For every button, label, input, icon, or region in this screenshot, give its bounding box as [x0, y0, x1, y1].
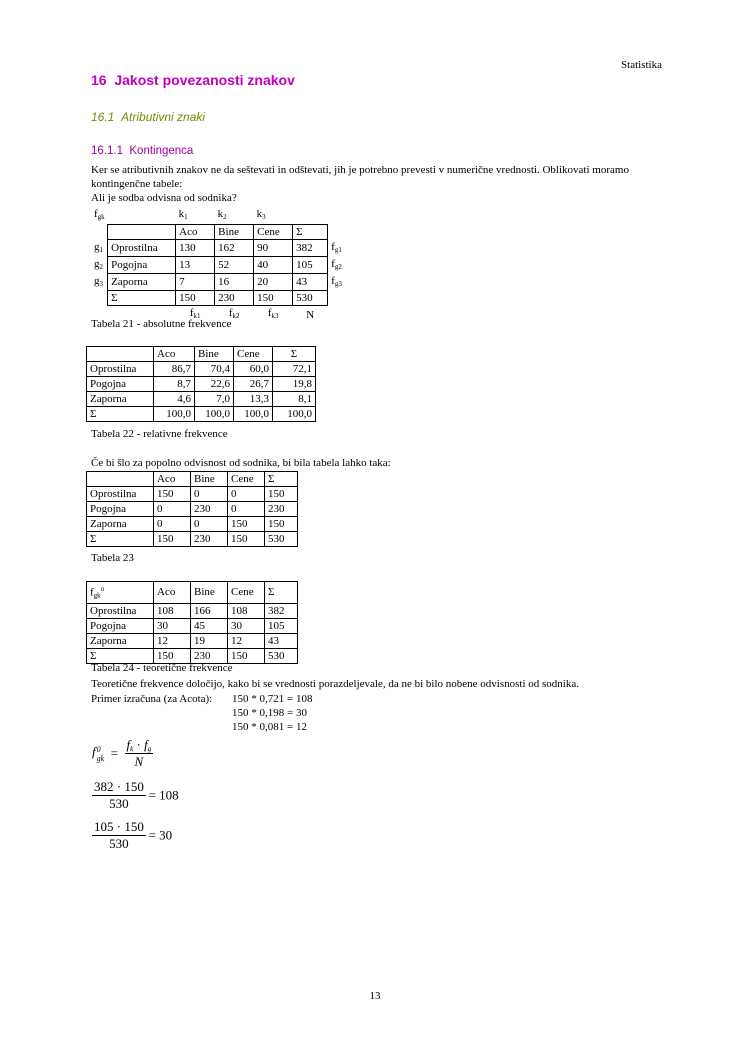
row-total-mark: $f_{g1}$ [331, 240, 342, 254]
table-row [91, 240, 345, 257]
row-label: Pogojna [87, 502, 154, 517]
row-label: Pogojna [87, 377, 154, 392]
cell: 40 [254, 257, 293, 274]
table22-header: Aco [154, 347, 195, 362]
cell: 52 [215, 257, 254, 274]
table-row [87, 407, 316, 422]
cell: 30 [154, 618, 191, 633]
cell: 0 [154, 502, 191, 517]
running-header: Statistika [621, 59, 662, 71]
table22-block [86, 346, 316, 422]
cell: 12 [228, 633, 265, 648]
table23-block [86, 471, 298, 547]
col-total-mark: $f_{k3}$ [267, 307, 279, 320]
cell: 12 [154, 633, 191, 648]
section-title: Jakost povezanosti znakov [114, 72, 295, 88]
cell: 22,6 [195, 377, 234, 392]
row-label: Σ [87, 648, 154, 663]
cell: 230 [265, 502, 298, 517]
cell: 105 [293, 257, 328, 274]
formula-denominator: 530 [109, 836, 129, 851]
formula-example-1 [92, 779, 179, 812]
calc-line: 150 * 0,198 = 30 [232, 707, 307, 719]
table21-header: Σ [293, 225, 328, 240]
example-label: Primer izračuna (za Acota): [91, 693, 213, 705]
cell: 382 [265, 603, 298, 618]
cell: 72,1 [273, 362, 316, 377]
row-label: Zaporna [87, 633, 154, 648]
row-mark: $g_1$ [94, 240, 103, 254]
cell: 100,0 [273, 407, 316, 422]
cell: 105 [265, 618, 298, 633]
cell: 8,7 [154, 377, 195, 392]
formula-denominator: 530 [109, 796, 129, 811]
table24-header: Bine [191, 582, 228, 604]
table22-header: Cene [234, 347, 273, 362]
row-label: Oprostilna [108, 240, 176, 257]
cell: 230 [191, 648, 228, 663]
grand-total-mark: N [306, 308, 315, 321]
row-label: Oprostilna [87, 603, 154, 618]
theory-text: Teoretične frekvence določijo, kako bi se vrednosti porazdeljevale, da ne bi bilo nobene odvisnosti od sodnika. [91, 678, 579, 690]
table24-header: Aco [154, 582, 191, 604]
table22-header-row [87, 347, 316, 362]
subsubsection-heading [91, 145, 193, 157]
table23-header-row [87, 472, 298, 487]
formula-example-2 [92, 819, 172, 852]
table22-header: Σ [273, 347, 316, 362]
table24-caption: Tabela 24 - teoretične frekvence [91, 662, 233, 674]
cell: 108 [154, 603, 191, 618]
table23-header: Bine [191, 472, 228, 487]
cell: 0 [191, 517, 228, 532]
cell: 150 [228, 532, 265, 547]
row-label: Zaporna [87, 392, 154, 407]
calc-line: 150 * 0,081 = 12 [232, 721, 307, 733]
formula-fraction [125, 737, 154, 770]
formula-result: = 108 [148, 787, 179, 803]
row-label: Pogojna [87, 618, 154, 633]
cell: 70,4 [195, 362, 234, 377]
subsection-number: 16.1 [91, 110, 115, 124]
cell: 100,0 [154, 407, 195, 422]
table21-header: Aco [176, 225, 215, 240]
cell: 7 [176, 274, 215, 291]
table-row [87, 362, 316, 377]
table-row [87, 487, 298, 502]
cell: 0 [191, 487, 228, 502]
cell: 530 [293, 291, 328, 306]
cell: 150 [254, 291, 293, 306]
table-row [87, 502, 298, 517]
table24-block [86, 581, 298, 664]
row-label: Oprostilna [87, 487, 154, 502]
table-row [87, 532, 298, 547]
table21-caption: Tabela 21 - absolutne frekvence [91, 318, 232, 330]
formula-denominator: N [134, 754, 144, 769]
intro-question: Ali je sodba odvisna od sodnika? [91, 192, 237, 204]
cell: 30 [228, 618, 265, 633]
cell: 100,0 [195, 407, 234, 422]
cell: 60,0 [234, 362, 273, 377]
cell: 7,0 [195, 392, 234, 407]
cell: 90 [254, 240, 293, 257]
cell: 20 [254, 274, 293, 291]
table23-header: Aco [154, 472, 191, 487]
table21-header: Cene [254, 225, 293, 240]
cell: 86,7 [154, 362, 195, 377]
cell: 150 [228, 517, 265, 532]
subsubsection-title: Kontingenca [129, 145, 194, 157]
cell: 162 [215, 240, 254, 257]
cell: 530 [265, 648, 298, 663]
cell: 19 [191, 633, 228, 648]
row-label: Pogojna [108, 257, 176, 274]
formula-numerator: 105 · 150 [94, 819, 144, 834]
col-total-mark: $f_{k2}$ [228, 307, 240, 320]
row-mark: $g_3$ [94, 274, 103, 288]
table23-header: Σ [265, 472, 298, 487]
cell: 16 [215, 274, 254, 291]
formula-general: f 0 gk = $\frac{f_k \cdot f_g}{N}$ [92, 737, 152, 769]
cell: 43 [265, 633, 298, 648]
table21-col-mark: $k_1$ [178, 208, 188, 221]
table-row [87, 603, 298, 618]
table22-caption: Tabela 22 - relativne frekvence [91, 428, 228, 440]
cell: 230 [215, 291, 254, 306]
dependency-text: Če bi šlo za popolno odvisnost od sodnika, bi bila tabela lahko taka: [91, 457, 391, 469]
section-heading [91, 72, 295, 88]
table21-corner: $f_{gk}$ [94, 208, 105, 222]
cell: 130 [176, 240, 215, 257]
cell: 150 [154, 648, 191, 663]
cell: 108 [228, 603, 265, 618]
table-row [87, 517, 298, 532]
formula-numerator: 382 · 150 [94, 779, 144, 794]
cell: 19,8 [273, 377, 316, 392]
row-label: Zaporna [87, 517, 154, 532]
cell: 150 [228, 648, 265, 663]
cell: 150 [265, 487, 298, 502]
table21-header: Bine [215, 225, 254, 240]
row-total-mark: $f_{g2}$ [331, 257, 342, 271]
cell: 530 [265, 532, 298, 547]
cell: 150 [154, 487, 191, 502]
intro-text: Ker se atributivnih znakov ne da seštevati in odštevati, jih je potrebno prevesti v numerične vrednosti. Oblikovati moramo kontingenčne tabele: [91, 164, 629, 190]
cell: 230 [191, 532, 228, 547]
cell: 8,1 [273, 392, 316, 407]
subsubsection-number: 16.1.1 [91, 145, 123, 157]
calc-line: 150 * 0,721 = 108 [232, 693, 313, 705]
table21-block [91, 207, 345, 323]
cell: 4,6 [154, 392, 195, 407]
cell: 100,0 [234, 407, 273, 422]
table-row [91, 257, 345, 274]
cell: 230 [191, 502, 228, 517]
cell: 150 [176, 291, 215, 306]
table24-corner: $f_{gk}^o$ [87, 582, 154, 604]
subsection-heading [91, 110, 205, 124]
row-label: Σ [108, 291, 176, 306]
row-label: Oprostilna [87, 362, 154, 377]
table22-header: Bine [195, 347, 234, 362]
page-number: 13 [369, 990, 381, 1002]
table22 [86, 346, 316, 422]
cell: 0 [154, 517, 191, 532]
section-number: 16 [91, 72, 107, 88]
intro-paragraph [91, 163, 663, 205]
row-label: Zaporna [108, 274, 176, 291]
cell: 150 [154, 532, 191, 547]
row-label: Σ [87, 532, 154, 547]
table-row [87, 633, 298, 648]
formula-fraction [92, 819, 146, 852]
table24-header-row [87, 582, 298, 604]
table21-header-row [91, 225, 345, 240]
table-row [87, 392, 316, 407]
table21-marks-row [91, 207, 345, 225]
cell: 13,3 [234, 392, 273, 407]
row-label: Σ [87, 407, 154, 422]
table23-caption: Tabela 23 [91, 552, 134, 564]
table24-header: Cene [228, 582, 265, 604]
table-row [87, 377, 316, 392]
cell: 166 [191, 603, 228, 618]
col-total-mark: $f_{k1}$ [189, 307, 201, 320]
table23 [86, 471, 298, 547]
table21-col-mark: $k_2$ [217, 208, 227, 221]
row-mark: $g_2$ [94, 257, 103, 271]
table-row [91, 291, 345, 306]
table-row [87, 618, 298, 633]
table24 [86, 581, 298, 664]
table21-col-mark: $k_3$ [256, 208, 266, 221]
formula-result: = 30 [148, 827, 173, 843]
formula-lhs: f 0 gk [92, 744, 105, 763]
subsection-title: Atributivni znaki [121, 110, 206, 124]
cell: 0 [228, 487, 265, 502]
table-row [91, 274, 345, 291]
table23-header: Cene [228, 472, 265, 487]
table24-header: Σ [265, 582, 298, 604]
cell: 26,7 [234, 377, 273, 392]
cell: 43 [293, 274, 328, 291]
table21 [91, 207, 345, 323]
cell: 150 [265, 517, 298, 532]
cell: 45 [191, 618, 228, 633]
cell: 0 [228, 502, 265, 517]
formula-numerator: $f_k \cdot f_g$ [126, 737, 152, 753]
formula-fraction [92, 779, 146, 812]
row-total-mark: $f_{g3}$ [331, 274, 342, 288]
cell: 13 [176, 257, 215, 274]
cell: 382 [293, 240, 328, 257]
